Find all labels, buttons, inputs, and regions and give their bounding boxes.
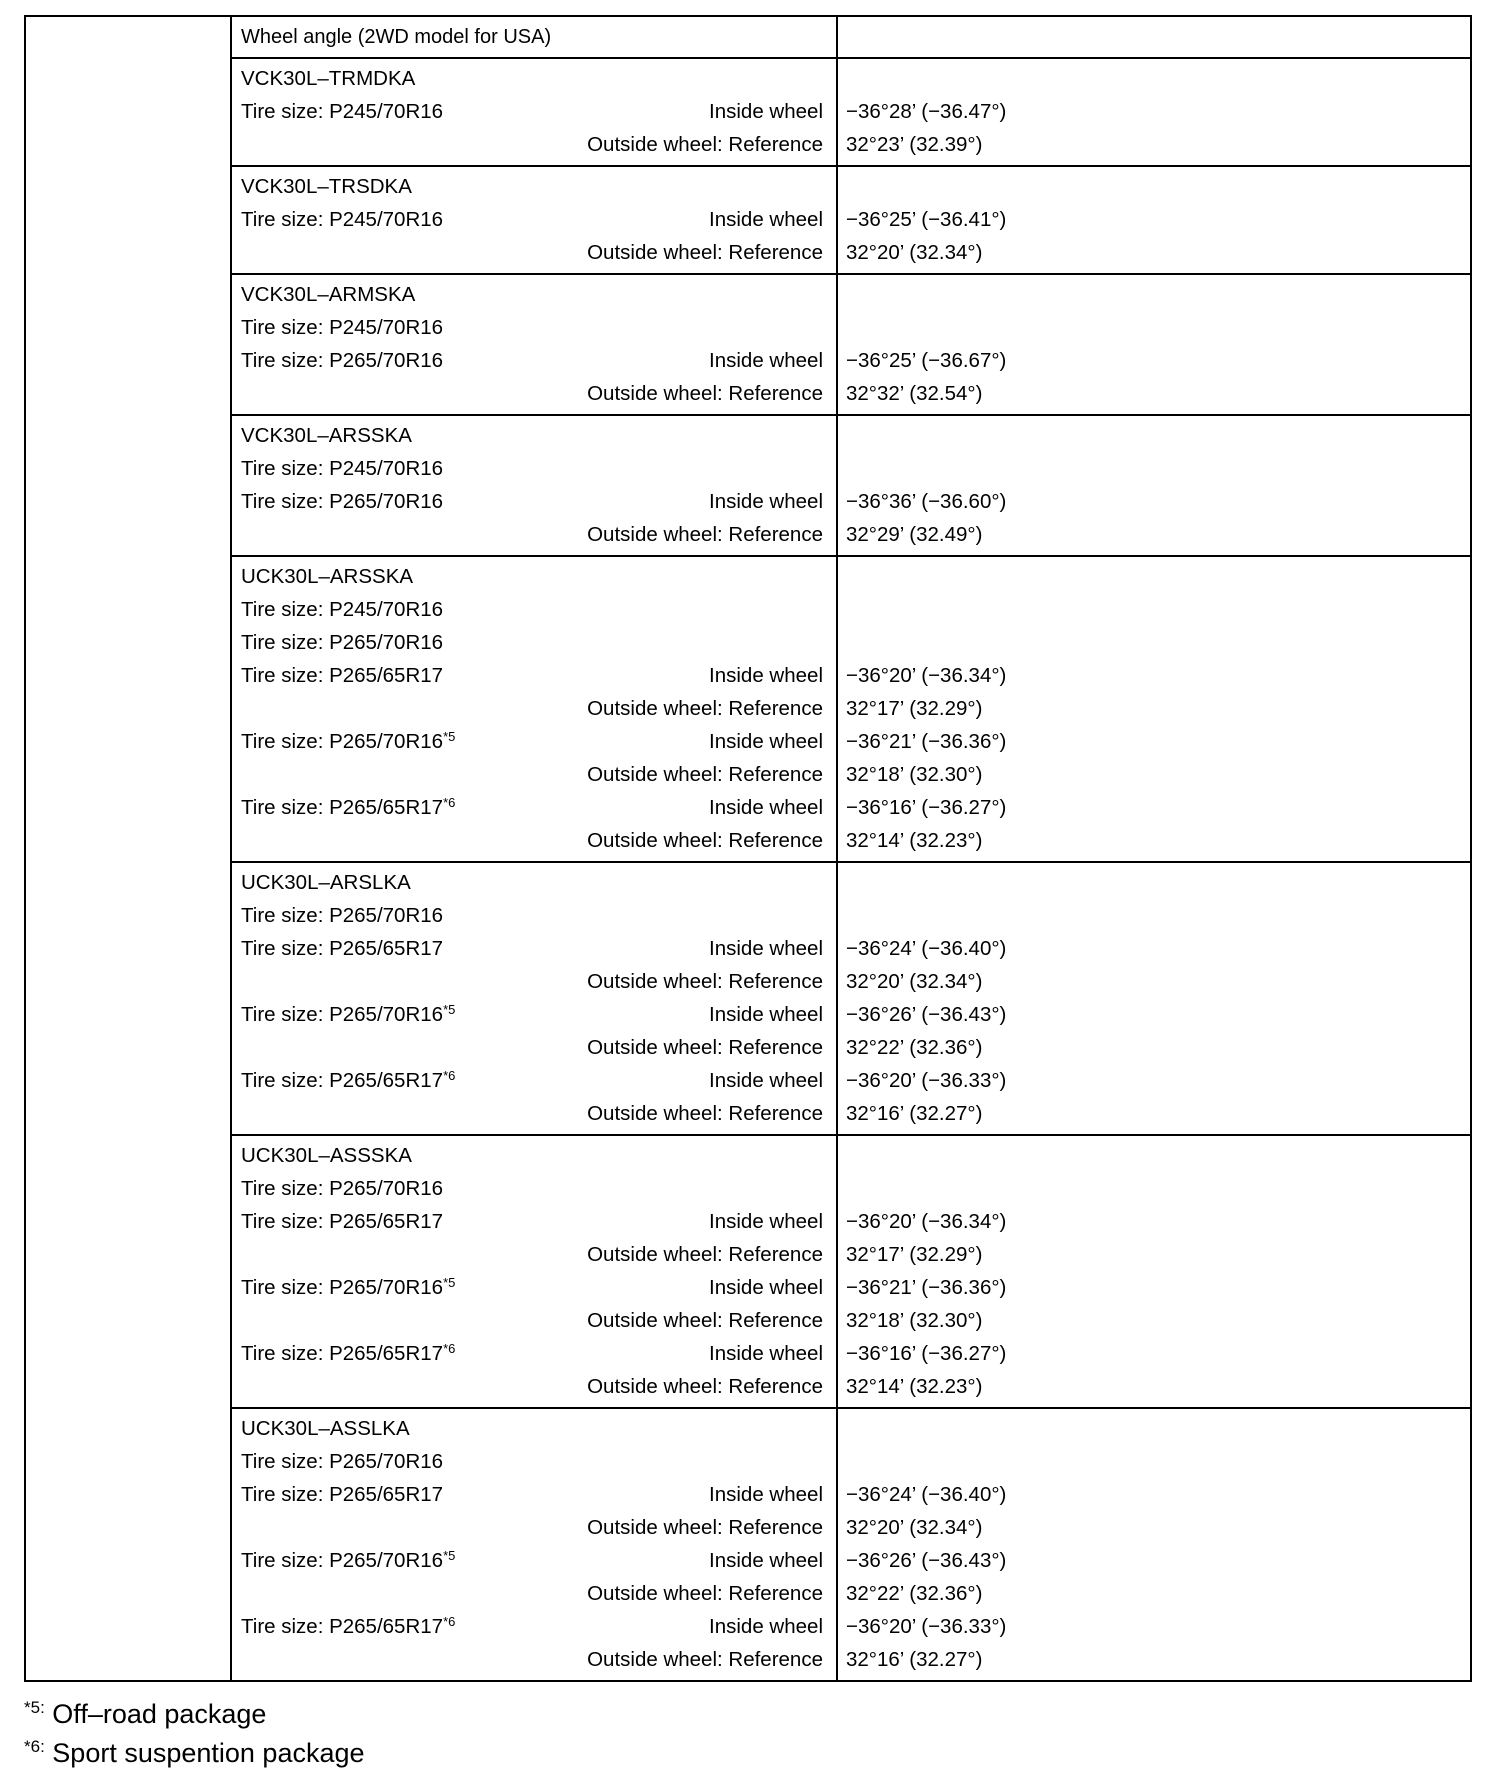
tire-size-text: Tire size: P245/70R16 <box>241 316 444 339</box>
model-spec-cell <box>231 862 837 1135</box>
wheel-angle-value: −36°36’ (−36.60°) <box>846 490 1007 513</box>
wheel-angle-value: −36°21’ (−36.36°) <box>846 730 1007 753</box>
model-spec-block <box>232 1409 836 1680</box>
model-code: VCK30L–ARSSKA <box>241 424 412 447</box>
model-code: VCK30L–TRSDKA <box>241 175 412 198</box>
wheel-angle-value: 32°29’ (32.49°) <box>846 523 983 546</box>
tire-spec-line <box>232 899 836 932</box>
footnote-off-road <box>24 1695 365 1734</box>
tire-spec-line <box>232 824 836 857</box>
wheel-angle-line <box>838 824 1470 857</box>
tire-size <box>241 1064 455 1097</box>
model-row <box>25 1408 1471 1681</box>
tire-size <box>241 344 443 377</box>
wheel-angle-value: 32°18’ (32.30°) <box>846 763 983 786</box>
wheel-angle-line <box>838 899 1470 932</box>
wheel-label: Outside wheel: Reference <box>587 697 823 720</box>
wheel-angle-value: −36°20’ (−36.33°) <box>846 1615 1007 1638</box>
wheel-angle-line <box>838 659 1470 692</box>
model-code: VCK30L–ARMSKA <box>241 283 416 306</box>
wheel-angle-line <box>838 1610 1470 1643</box>
tire-spec-line <box>232 344 836 377</box>
wheel-label: Inside wheel <box>709 1549 823 1572</box>
wheel-angle-value: −36°26’ (−36.43°) <box>846 1003 1007 1026</box>
wheel-label: Outside wheel: Reference <box>587 1648 823 1671</box>
tire-size <box>241 659 443 692</box>
wheel-angle-line <box>838 692 1470 725</box>
tire-size <box>241 1478 443 1511</box>
model-code-line <box>232 866 836 899</box>
model-value-block <box>838 167 1470 273</box>
wheel-angle-value: 32°20’ (32.34°) <box>846 1516 983 1539</box>
tire-size-text: Tire size: P245/70R16 <box>241 457 444 480</box>
wheel-angle-value: 32°17’ (32.29°) <box>846 1243 983 1266</box>
table-header-row <box>25 16 1471 58</box>
wheel-angle-line <box>838 1577 1470 1610</box>
tire-size-text: Tire size: P265/65R17 <box>241 1342 444 1365</box>
wheel-label: Outside wheel: Reference <box>587 241 823 264</box>
wheel-angle-value: −36°20’ (−36.33°) <box>846 1069 1007 1092</box>
tire-spec-line <box>232 659 836 692</box>
model-value-cell <box>837 58 1471 166</box>
wheel-angle-line <box>838 1097 1470 1130</box>
model-spec-cell <box>231 1135 837 1408</box>
model-value-block <box>838 416 1470 555</box>
tire-spec-line <box>232 593 836 626</box>
footnote-sport-suspension <box>24 1734 365 1773</box>
tire-spec-line <box>232 998 836 1031</box>
footnote-ref: *5 <box>443 1275 456 1290</box>
tire-size-text: Tire size: P265/65R17 <box>241 1483 444 1506</box>
wheel-angle-line <box>838 311 1470 344</box>
tire-spec-line <box>232 1337 836 1370</box>
tire-spec-line <box>232 452 836 485</box>
wheel-angle-line <box>838 236 1470 269</box>
wheel-label: Outside wheel: Reference <box>587 1516 823 1539</box>
wheel-label: Outside wheel: Reference <box>587 763 823 786</box>
model-spec-block <box>232 59 836 165</box>
wheel-label: Outside wheel: Reference <box>587 382 823 405</box>
wheel-label: Outside wheel: Reference <box>587 1309 823 1332</box>
wheel-angle-line <box>838 965 1470 998</box>
wheel-angle-value: −36°20’ (−36.34°) <box>846 1210 1007 1233</box>
wheel-angle-line <box>838 95 1470 128</box>
tire-spec-line <box>232 1478 836 1511</box>
model-spec-block <box>232 167 836 273</box>
tire-size-text: Tire size: P265/70R16 <box>241 730 444 753</box>
model-code-line <box>232 170 836 203</box>
model-spec-cell <box>231 166 837 274</box>
tire-size-text: Tire size: P265/70R16 <box>241 1549 444 1572</box>
model-spec-cell <box>231 58 837 166</box>
wheel-angle-value: 32°18’ (32.30°) <box>846 1309 983 1332</box>
tire-size-text: Tire size: P245/70R16 <box>241 598 444 621</box>
model-row <box>25 1135 1471 1408</box>
tire-size <box>241 593 443 626</box>
model-value-cell <box>837 1135 1471 1408</box>
model-row <box>25 415 1471 556</box>
wheel-label: Inside wheel <box>709 1342 823 1365</box>
wheel-angle-value: 32°22’ (32.36°) <box>846 1582 983 1605</box>
value-spacer <box>838 560 1470 593</box>
model-value-block <box>838 1409 1470 1680</box>
wheel-label: Inside wheel <box>709 1069 823 1092</box>
model-spec-block <box>232 1136 836 1407</box>
tire-size <box>241 1544 455 1577</box>
model-value-cell <box>837 862 1471 1135</box>
tire-spec-line <box>232 758 836 791</box>
wheel-label: Inside wheel <box>709 730 823 753</box>
tire-size <box>241 1445 443 1478</box>
footnote-ref: *6 <box>443 795 456 810</box>
footnote-mark: *5: <box>24 1698 45 1717</box>
tire-spec-line <box>232 236 836 269</box>
wheel-angle-line <box>838 998 1470 1031</box>
wheel-angle-line <box>838 1304 1470 1337</box>
wheel-angle-line <box>838 518 1470 551</box>
wheel-label: Inside wheel <box>709 490 823 513</box>
wheel-angle-line <box>838 1064 1470 1097</box>
wheel-angle-line <box>838 758 1470 791</box>
tire-spec-line <box>232 1064 836 1097</box>
tire-spec-line <box>232 1304 836 1337</box>
wheel-angle-value: −36°16’ (−36.27°) <box>846 1342 1007 1365</box>
tire-size <box>241 725 455 758</box>
model-value-cell <box>837 274 1471 415</box>
tire-spec-line <box>232 203 836 236</box>
tire-size-text: Tire size: P265/65R17 <box>241 1069 444 1092</box>
tire-spec-line <box>232 1238 836 1271</box>
tire-spec-line <box>232 518 836 551</box>
tire-size <box>241 95 443 128</box>
wheel-label: Inside wheel <box>709 937 823 960</box>
model-value-cell <box>837 1408 1471 1681</box>
wheel-angle-value: −36°24’ (−36.40°) <box>846 1483 1007 1506</box>
wheel-angle-line <box>838 203 1470 236</box>
tire-spec-line <box>232 485 836 518</box>
tire-spec-line <box>232 1205 836 1238</box>
wheel-angle-value: −36°20’ (−36.34°) <box>846 664 1007 687</box>
model-spec-cell <box>231 1408 837 1681</box>
tire-size-text: Tire size: P265/65R17 <box>241 1615 444 1638</box>
tire-size <box>241 1610 455 1643</box>
model-spec-cell <box>231 415 837 556</box>
tire-size <box>241 1205 443 1238</box>
model-code-line <box>232 560 836 593</box>
model-row <box>25 274 1471 415</box>
wheel-angle-value: 32°20’ (32.34°) <box>846 241 983 264</box>
wheel-angle-value: −36°25’ (−36.41°) <box>846 208 1007 231</box>
tire-spec-line <box>232 1544 836 1577</box>
wheel-label: Outside wheel: Reference <box>587 1036 823 1059</box>
wheel-angle-line <box>838 1445 1470 1478</box>
tire-size <box>241 998 455 1031</box>
tire-size-text: Tire size: P265/65R17 <box>241 664 444 687</box>
wheel-label: Inside wheel <box>709 100 823 123</box>
tire-size-text: Tire size: P265/70R16 <box>241 349 444 372</box>
model-code: UCK30L–ASSSKA <box>241 1144 412 1167</box>
tire-spec-line <box>232 965 836 998</box>
wheel-angle-line <box>838 377 1470 410</box>
tire-size <box>241 932 443 965</box>
wheel-angle-value: 32°16’ (32.27°) <box>846 1102 983 1125</box>
footnote-ref: *6 <box>443 1341 456 1356</box>
model-code: UCK30L–ARSLKA <box>241 871 411 894</box>
tire-size-text: Tire size: P265/70R16 <box>241 1276 444 1299</box>
table-title: Wheel angle (2WD model for USA) <box>241 26 552 48</box>
wheel-angle-line <box>838 626 1470 659</box>
wheel-angle-line <box>838 725 1470 758</box>
tire-spec-line <box>232 1097 836 1130</box>
wheel-angle-line <box>838 1337 1470 1370</box>
model-spec-block <box>232 863 836 1134</box>
wheel-angle-line <box>838 1511 1470 1544</box>
side-column-cell <box>25 16 231 1681</box>
tire-spec-line <box>232 128 836 161</box>
wheel-angle-value: 32°16’ (32.27°) <box>846 1648 983 1671</box>
tire-spec-line <box>232 626 836 659</box>
tire-spec-line <box>232 1370 836 1403</box>
model-row <box>25 862 1471 1135</box>
wheel-label: Outside wheel: Reference <box>587 1243 823 1266</box>
tire-spec-line <box>232 1271 836 1304</box>
wheel-angle-value: −36°26’ (−36.43°) <box>846 1549 1007 1572</box>
wheel-angle-table <box>24 15 1472 1682</box>
table-title-value-cell <box>837 16 1471 58</box>
footnote-ref: *6 <box>443 1614 456 1629</box>
wheel-angle-line <box>838 1643 1470 1676</box>
wheel-angle-line <box>838 452 1470 485</box>
tire-size-text: Tire size: P265/65R17 <box>241 1210 444 1233</box>
tire-spec-line <box>232 1610 836 1643</box>
wheel-angle-line <box>838 1544 1470 1577</box>
footnotes <box>24 1695 365 1773</box>
tire-size-text: Tire size: P265/70R16 <box>241 1177 444 1200</box>
model-code-line <box>232 1139 836 1172</box>
tire-size <box>241 899 443 932</box>
value-spacer <box>838 62 1470 95</box>
tire-size-text: Tire size: P245/70R16 <box>241 208 444 231</box>
value-spacer <box>838 1139 1470 1172</box>
tire-spec-line <box>232 1643 836 1676</box>
model-code-line <box>232 278 836 311</box>
tire-size <box>241 626 443 659</box>
value-spacer <box>838 278 1470 311</box>
model-spec-block <box>232 416 836 555</box>
tire-spec-line <box>232 1511 836 1544</box>
value-spacer <box>838 866 1470 899</box>
wheel-label: Inside wheel <box>709 1003 823 1026</box>
tire-spec-line <box>232 1577 836 1610</box>
model-value-cell <box>837 166 1471 274</box>
wheel-label: Inside wheel <box>709 1276 823 1299</box>
tire-size-text: Tire size: P265/70R16 <box>241 1450 444 1473</box>
model-value-cell <box>837 556 1471 862</box>
tire-size <box>241 1337 455 1370</box>
wheel-angle-value: 32°17’ (32.29°) <box>846 697 983 720</box>
wheel-label: Inside wheel <box>709 349 823 372</box>
model-code-line <box>232 62 836 95</box>
tire-size-text: Tire size: P265/65R17 <box>241 937 444 960</box>
wheel-label: Inside wheel <box>709 664 823 687</box>
tire-size <box>241 203 443 236</box>
wheel-label: Inside wheel <box>709 208 823 231</box>
footnote-text: Off–road package <box>44 1699 267 1729</box>
wheel-label: Inside wheel <box>709 796 823 819</box>
wheel-angle-line <box>838 485 1470 518</box>
model-value-block <box>838 863 1470 1134</box>
model-code-line <box>232 419 836 452</box>
tire-size-text: Tire size: P265/65R17 <box>241 796 444 819</box>
tire-size-text: Tire size: P265/70R16 <box>241 904 444 927</box>
wheel-label: Outside wheel: Reference <box>587 133 823 156</box>
wheel-label: Outside wheel: Reference <box>587 829 823 852</box>
wheel-angle-value: 32°23’ (32.39°) <box>846 133 983 156</box>
model-spec-block <box>232 557 836 861</box>
wheel-angle-line <box>838 1031 1470 1064</box>
wheel-angle-value: 32°14’ (32.23°) <box>846 829 983 852</box>
wheel-angle-line <box>838 1370 1470 1403</box>
model-value-block <box>838 275 1470 414</box>
model-row <box>25 556 1471 862</box>
wheel-angle-value: −36°16’ (−36.27°) <box>846 796 1007 819</box>
model-value-block <box>838 59 1470 165</box>
wheel-angle-line <box>838 932 1470 965</box>
tire-size <box>241 1271 455 1304</box>
model-row <box>25 166 1471 274</box>
footnote-text: Sport suspention package <box>44 1738 365 1768</box>
footnote-ref: *5 <box>443 729 456 744</box>
tire-size <box>241 452 443 485</box>
tire-spec-line <box>232 377 836 410</box>
tire-spec-line <box>232 692 836 725</box>
wheel-angle-value: 32°20’ (32.34°) <box>846 970 983 993</box>
wheel-angle-value: −36°24’ (−36.40°) <box>846 937 1007 960</box>
model-code: UCK30L–ARSSKA <box>241 565 414 588</box>
table-title-cell <box>231 16 837 58</box>
footnote-ref: *6 <box>443 1068 456 1083</box>
tire-size-text: Tire size: P245/70R16 <box>241 100 444 123</box>
value-spacer <box>838 170 1470 203</box>
wheel-angle-value: 32°32’ (32.54°) <box>846 382 983 405</box>
wheel-label: Inside wheel <box>709 1483 823 1506</box>
tire-size <box>241 1172 443 1205</box>
wheel-angle-line <box>838 1205 1470 1238</box>
model-code: UCK30L–ASSLKA <box>241 1417 410 1440</box>
tire-spec-line <box>232 311 836 344</box>
footnote-ref: *5 <box>443 1002 456 1017</box>
wheel-label: Inside wheel <box>709 1210 823 1233</box>
footnote-mark: *6: <box>24 1737 45 1756</box>
wheel-angle-value: −36°25’ (−36.67°) <box>846 349 1007 372</box>
tire-spec-line <box>232 791 836 824</box>
tire-size <box>241 485 443 518</box>
wheel-angle-line <box>838 1478 1470 1511</box>
wheel-angle-value: 32°22’ (32.36°) <box>846 1036 983 1059</box>
tire-spec-line <box>232 1031 836 1064</box>
wheel-angle-line <box>838 1238 1470 1271</box>
wheel-label: Outside wheel: Reference <box>587 1102 823 1125</box>
model-spec-block <box>232 275 836 414</box>
value-spacer <box>838 419 1470 452</box>
tire-spec-line <box>232 1445 836 1478</box>
model-code-line <box>232 1412 836 1445</box>
tire-spec-line <box>232 95 836 128</box>
value-spacer <box>838 1412 1470 1445</box>
wheel-angle-line <box>838 1172 1470 1205</box>
model-value-cell <box>837 415 1471 556</box>
model-row <box>25 58 1471 166</box>
model-value-block <box>838 557 1470 861</box>
wheel-angle-value: 32°14’ (32.23°) <box>846 1375 983 1398</box>
wheel-angle-line <box>838 791 1470 824</box>
wheel-angle-value: −36°21’ (−36.36°) <box>846 1276 1007 1299</box>
tire-spec-line <box>232 1172 836 1205</box>
wheel-angle-value: −36°28’ (−36.47°) <box>846 100 1007 123</box>
wheel-angle-line <box>838 128 1470 161</box>
wheel-label: Outside wheel: Reference <box>587 970 823 993</box>
wheel-angle-line <box>838 344 1470 377</box>
tire-size <box>241 791 455 824</box>
tire-size-text: Tire size: P265/70R16 <box>241 631 444 654</box>
tire-spec-line <box>232 932 836 965</box>
tire-spec-line <box>232 725 836 758</box>
tire-size <box>241 311 443 344</box>
model-value-block <box>838 1136 1470 1407</box>
model-spec-cell <box>231 556 837 862</box>
model-code: VCK30L–TRMDKA <box>241 67 416 90</box>
tire-size-text: Tire size: P265/70R16 <box>241 1003 444 1026</box>
model-spec-cell <box>231 274 837 415</box>
wheel-label: Outside wheel: Reference <box>587 1582 823 1605</box>
footnote-ref: *5 <box>443 1548 456 1563</box>
wheel-label: Inside wheel <box>709 1615 823 1638</box>
wheel-label: Outside wheel: Reference <box>587 523 823 546</box>
wheel-angle-line <box>838 1271 1470 1304</box>
tire-size-text: Tire size: P265/70R16 <box>241 490 444 513</box>
wheel-label: Outside wheel: Reference <box>587 1375 823 1398</box>
wheel-angle-line <box>838 593 1470 626</box>
